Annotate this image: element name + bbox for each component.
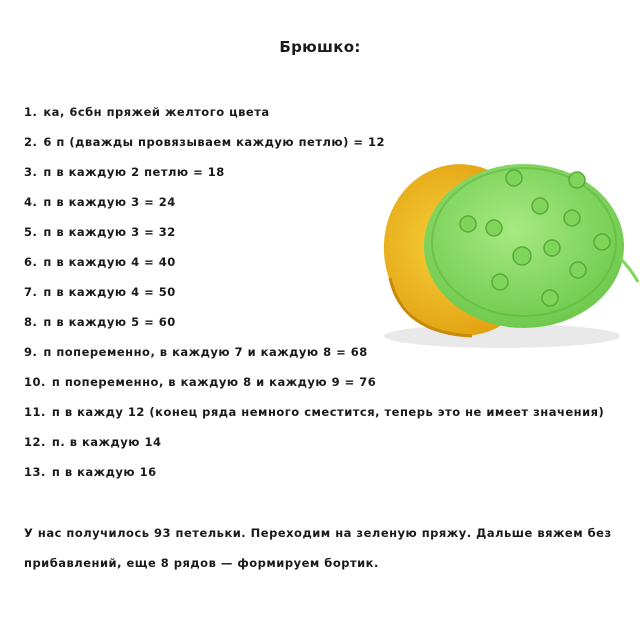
step-number: 4. bbox=[24, 195, 38, 209]
step-text: п попеременно, в каждую 8 и каждую 9 = 76 bbox=[51, 375, 377, 389]
step-number: 8. bbox=[24, 315, 38, 329]
step-number: 1. bbox=[24, 105, 38, 119]
step-number: 7. bbox=[24, 285, 38, 299]
summary-line-1: У нас получилось 93 петельки. Переходим на зеленую пряжу. Дальше вяжем без bbox=[24, 526, 612, 540]
step-number: 12. bbox=[24, 435, 46, 449]
step-text: п попеременно, в каждую 7 и каждую 8 = 68 bbox=[43, 345, 368, 359]
step-number: 11. bbox=[24, 405, 46, 419]
step-text: ка, 6сбн пряжей желтого цвета bbox=[43, 105, 270, 119]
step-item bbox=[24, 404, 604, 434]
step-text: п в каждую 5 = 60 bbox=[43, 315, 176, 329]
step-number: 13. bbox=[24, 465, 46, 479]
step-number: 6. bbox=[24, 255, 38, 269]
step-text: 6 п (дважды провязываем каждую петлю) = 12 bbox=[43, 135, 385, 149]
step-item bbox=[24, 374, 604, 404]
step-number: 3. bbox=[24, 165, 38, 179]
step-item bbox=[24, 104, 604, 134]
step-item bbox=[24, 434, 604, 464]
step-number: 10. bbox=[24, 375, 46, 389]
step-text: п в каждую 2 петлю = 18 bbox=[43, 165, 225, 179]
step-text: п. в каждую 14 bbox=[51, 435, 162, 449]
page-title: Брюшко: bbox=[279, 38, 361, 56]
step-number: 2. bbox=[24, 135, 38, 149]
step-text: п в каждую 4 = 50 bbox=[43, 285, 176, 299]
green-disc bbox=[424, 164, 624, 328]
summary bbox=[24, 525, 624, 585]
step-text: п в каждую 16 bbox=[51, 465, 157, 479]
step-item bbox=[24, 464, 604, 494]
step-number: 9. bbox=[24, 345, 38, 359]
step-text: п в кажду 12 (конец ряда немного сместится, теперь это не имеет значения) bbox=[51, 405, 605, 419]
step-text: п в каждую 3 = 24 bbox=[43, 195, 176, 209]
step-number: 5. bbox=[24, 225, 38, 239]
summary-line-2: прибавлений, еще 8 рядов — формируем бортик. bbox=[24, 556, 379, 570]
step-text: п в каждую 3 = 32 bbox=[43, 225, 176, 239]
crochet-belly-photo bbox=[372, 158, 640, 358]
step-text: п в каждую 4 = 40 bbox=[43, 255, 176, 269]
photo-shadow bbox=[384, 324, 620, 348]
yarn-tail bbox=[620, 258, 638, 282]
